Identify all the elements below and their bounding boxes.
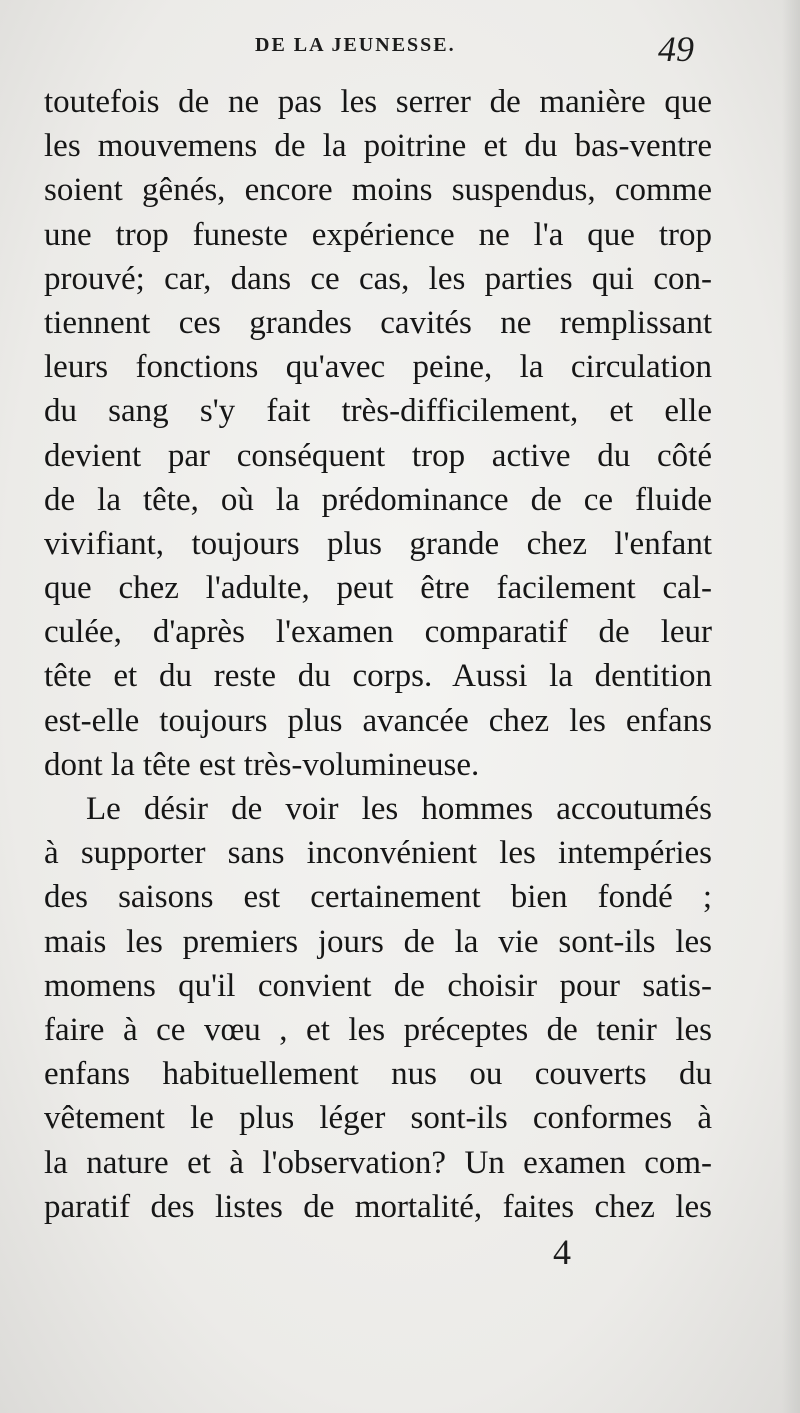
text-line: soient gênés, encore moins suspendus, comme bbox=[44, 172, 712, 209]
page-number: 49 bbox=[658, 29, 694, 69]
text-line: devient par conséquent trop active du côté bbox=[44, 437, 712, 474]
text-line: Le désir de voir les hommes accoutumés bbox=[86, 791, 712, 827]
text-line: de la tête, où la prédominance de ce fluide bbox=[44, 481, 712, 518]
text-line: enfans habituellement nus ou couverts du bbox=[44, 1056, 712, 1093]
running-title: DE LA JEUNESSE. bbox=[255, 34, 456, 56]
text-line: dont la tête est très-volumineuse. bbox=[44, 746, 480, 783]
text-line: la nature et à l'observation? Un examen com- bbox=[44, 1144, 712, 1181]
text-line: est-elle toujours plus avancée chez les enfans bbox=[44, 702, 712, 739]
text-line: vêtement le plus léger sont-ils conformes à bbox=[44, 1100, 712, 1137]
body-text bbox=[44, 80, 712, 1229]
text-line: que chez l'adulte, peut être facilement cal- bbox=[44, 570, 712, 607]
signature-mark: 4 bbox=[553, 1232, 571, 1272]
text-line: mais les premiers jours de la vie sont-ils les bbox=[44, 923, 712, 960]
text-line: faire à ce vœu , et les préceptes de tenir les bbox=[44, 1011, 712, 1048]
text-line: prouvé; car, dans ce cas, les parties qui con- bbox=[44, 260, 712, 297]
text-line: tiennent ces grandes cavités ne remplissant bbox=[44, 304, 712, 341]
text-line: momens qu'il convient de choisir pour satis- bbox=[44, 967, 712, 1004]
text-line: tête et du reste du corps. Aussi la dentition bbox=[44, 658, 712, 695]
text-line: des saisons est certainement bien fondé ; bbox=[44, 879, 712, 916]
text-line: vivifiant, toujours plus grande chez l'enfant bbox=[44, 525, 712, 562]
text-line: à supporter sans inconvénient les intempéries bbox=[44, 835, 712, 872]
text-line: leurs fonctions qu'avec peine, la circulation bbox=[44, 349, 712, 386]
text-line: une trop funeste expérience ne l'a que trop bbox=[44, 216, 712, 253]
text-line: les mouvemens de la poitrine et du bas-ventre bbox=[44, 128, 712, 165]
text-line: paratif des listes de mortalité, faites chez les bbox=[44, 1188, 712, 1225]
page-edge-shadow bbox=[782, 0, 800, 1413]
text-line: culée, d'après l'examen comparatif de leur bbox=[44, 614, 712, 651]
text-line: du sang s'y fait très-difficilement, et elle bbox=[44, 393, 712, 430]
text-line: toutefois de ne pas les serrer de manière que bbox=[44, 84, 712, 120]
